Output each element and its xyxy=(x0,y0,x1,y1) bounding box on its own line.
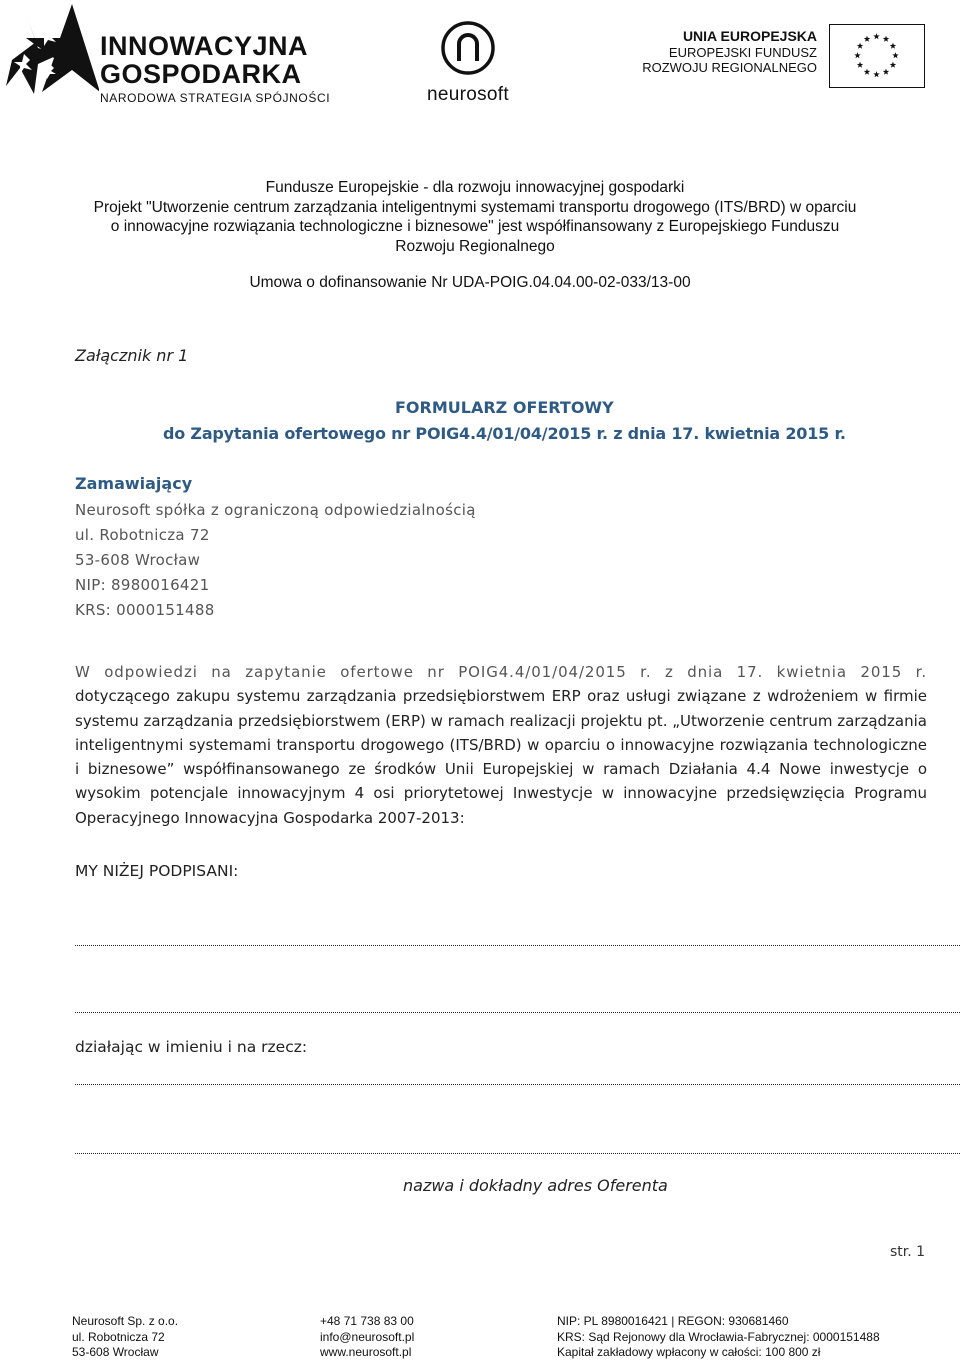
eu-logo-line2: EUROPEJSKI FUNDUSZ xyxy=(668,45,817,60)
footer-line: NIP: PL 8980016421 | REGON: 930681460 xyxy=(557,1314,789,1328)
footer-line: Kapitał zakładowy wpłacony w całości: 100 800 zł xyxy=(557,1345,821,1359)
offerer-caption: nazwa i dokładny adres Oferenta xyxy=(403,1176,668,1195)
neurosoft-logo-text: neurosoft xyxy=(427,84,509,105)
eu-star-icon xyxy=(873,71,879,77)
buyer-label: Zamawiający xyxy=(75,474,193,493)
page-number: str. 1 xyxy=(890,1244,926,1260)
buyer-details xyxy=(75,498,927,623)
eu-logo-line1: UNIA EUROPEJSKA xyxy=(682,28,817,44)
ig-logo-line3: NARODOWA STRATEGIA SPÓJNOŚCI xyxy=(100,91,331,105)
eu-star-icon xyxy=(864,69,870,75)
buyer-line: ul. Robotnicza 72 xyxy=(75,526,210,544)
form-subtitle: do Zapytania ofertowego nr POIG4.4/01/04/2015 r. z dnia 17. kwietnia 2015 r. xyxy=(163,424,846,443)
footer-line: 53-608 Wrocław xyxy=(72,1345,159,1359)
neurosoft-n-icon xyxy=(440,20,496,76)
offer-paragraph-body: dotyczącego zakupu systemu zarządzania przedsiębiorstwem ERP oraz usługi związane z wdrożeniem w firmie systemu zarządzania przedsiębiorstwem (ERP) w ramach realizacji projektu pt. „Utworzenie centrum zarządzania inteligentnymi systemami transportu drogowego (ITS/BRD) w oparciu o innowacyjne rozwiązania technologiczne i biznesowe” współfinansowanego ze środków Unii Europejskiej w ramach Działania 4.4 Nowe inwestycje o wysokim potencjale innowacyjnym 4 osi priorytetowej Inwestycje w innowacyjne przedsięwzięcia Programu Operacyjnego Innowacyjna Gospodarka 2007-2013: xyxy=(75,687,927,827)
ig-logo-line2: GOSPODARKA xyxy=(100,59,302,89)
eu-star-icon xyxy=(864,36,870,42)
form-title: FORMULARZ OFERTOWY xyxy=(395,398,614,417)
offer-paragraph xyxy=(75,660,927,830)
footer-line: ul. Robotnicza 72 xyxy=(72,1329,165,1344)
eu-star-icon xyxy=(854,52,860,58)
footer-line: KRS: Sąd Rejonowy dla Wrocławia-Fabrycznej: 0000151488 xyxy=(557,1329,880,1344)
eu-star-icon xyxy=(857,62,863,68)
offer-paragraph-first-line: W odpowiedzi na zapytanie ofertowe nr POIG4.4/01/04/2015 r. z dnia 17. kwietnia 2015 r. xyxy=(75,663,927,681)
innowacyjna-gospodarka-logo xyxy=(4,4,344,105)
signed-label: MY NIŻEJ PODPISANI: xyxy=(75,862,239,880)
footer-registration xyxy=(557,1314,880,1361)
signatory-line-1[interactable] xyxy=(75,944,960,946)
footer-contact xyxy=(320,1314,414,1361)
footer-phone: +48 71 738 83 00 xyxy=(320,1314,414,1328)
funding-notice xyxy=(80,178,870,256)
buyer-line: KRS: 0000151488 xyxy=(75,601,215,619)
offerer-line-1[interactable] xyxy=(75,1083,960,1085)
neurosoft-logo xyxy=(418,20,518,105)
annex-label: Załącznik nr 1 xyxy=(75,346,189,365)
ig-logo-line1: INNOWACYJNA xyxy=(100,31,309,61)
buyer-line: Neurosoft spółka z ograniczoną odpowiedzialnością xyxy=(75,501,476,519)
funding-line: Projekt "Utworzenie centrum zarządzania inteligentnymi systemami transportu drogowego (ITS/BRD) w oparciu xyxy=(93,198,857,216)
eu-flag-icon xyxy=(829,24,925,88)
eu-star-icon xyxy=(890,62,896,68)
footer-line: Neurosoft Sp. z o.o. xyxy=(72,1314,179,1328)
eu-star-icon xyxy=(857,43,863,49)
footer-company xyxy=(72,1314,178,1361)
footer-website: www.neurosoft.pl xyxy=(320,1345,412,1359)
eu-star-icon xyxy=(890,43,896,49)
signatory-line-2[interactable] xyxy=(75,1011,960,1013)
eu-logo xyxy=(640,28,945,88)
funding-line: Fundusze Europejskie - dla rozwoju innowacyjnej gospodarki xyxy=(265,179,685,196)
footer-email: info@neurosoft.pl xyxy=(320,1329,415,1344)
eu-star-icon xyxy=(892,52,898,58)
ig-star-emblem-icon xyxy=(4,4,99,100)
offerer-line-2[interactable] xyxy=(75,1152,960,1154)
contract-number: Umowa o dofinansowanie Nr UDA-POIG.04.04.00-02-033/13-00 xyxy=(249,274,691,291)
buyer-line: 53-608 Wrocław xyxy=(75,551,201,569)
eu-star-icon xyxy=(883,69,889,75)
acting-label: działając w imieniu i na rzecz: xyxy=(75,1038,308,1056)
eu-star-icon xyxy=(873,33,879,39)
eu-logo-line3: ROZWOJU REGIONALNEGO xyxy=(642,60,817,75)
buyer-line: NIP: 8980016421 xyxy=(75,576,210,594)
funding-line: o innowacyjne rozwiązania technologiczne i biznesowe" jest współfinansowany z Europejskiego Funduszu xyxy=(110,218,840,235)
funding-line: Rozwoju Regionalnego xyxy=(395,237,555,255)
eu-star-icon xyxy=(883,36,889,42)
